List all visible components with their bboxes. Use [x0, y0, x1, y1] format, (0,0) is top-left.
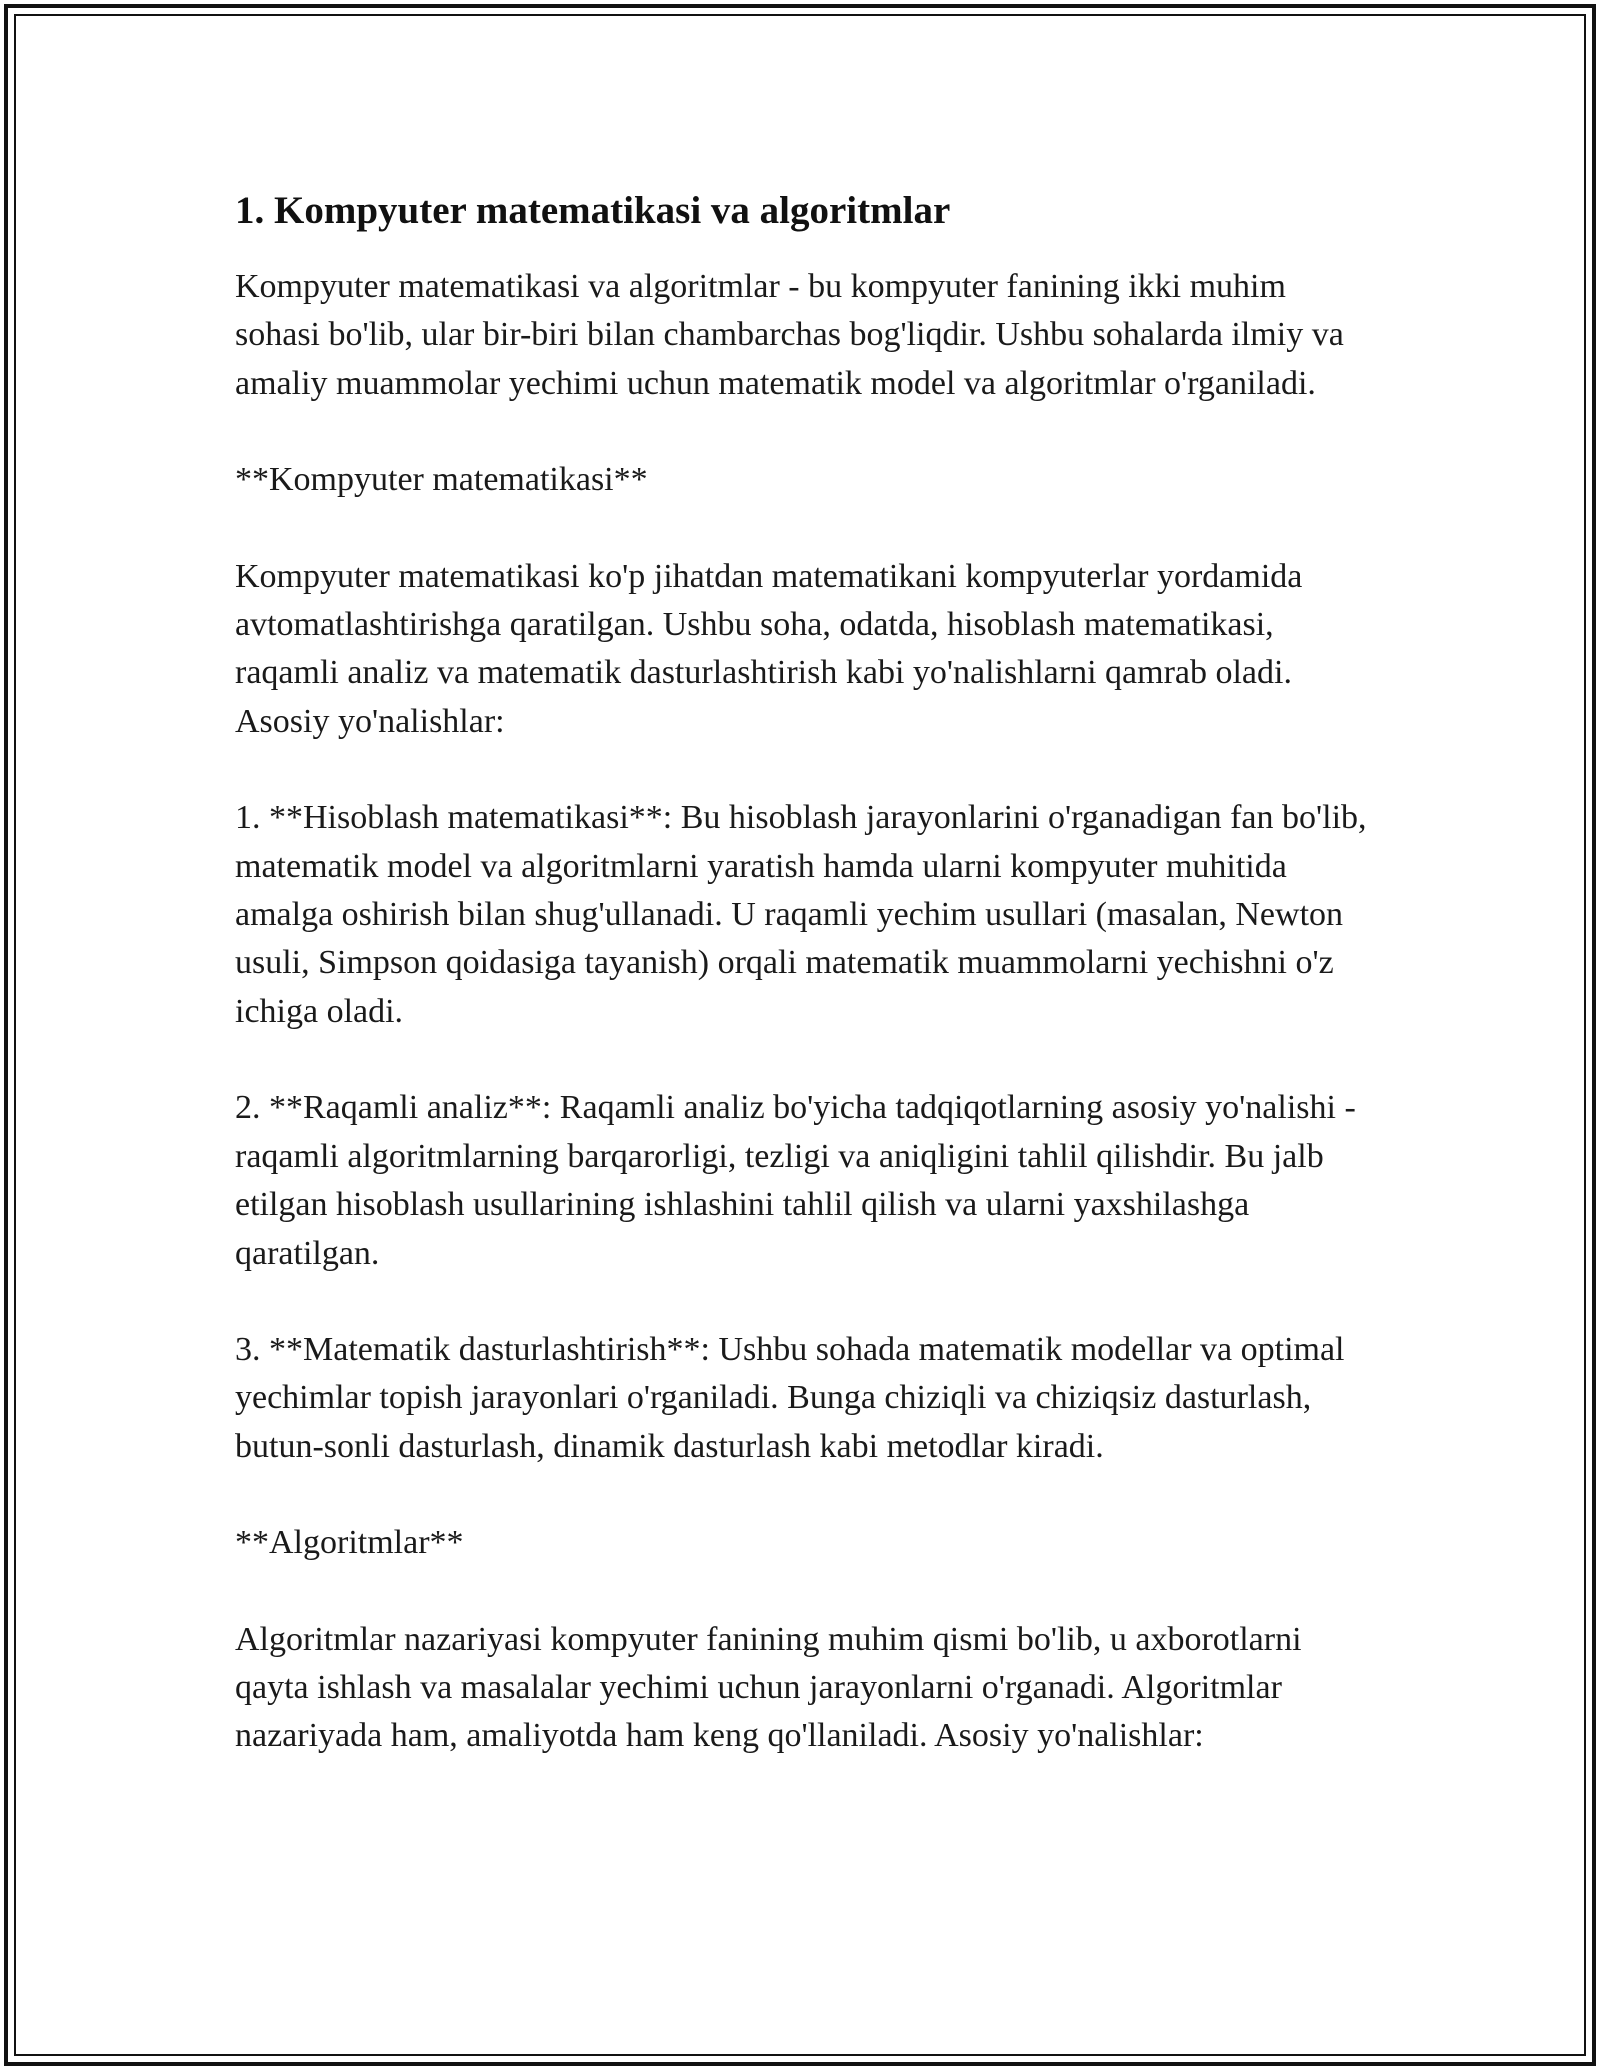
list-item-hisoblash-matematikasi: 1. **Hisoblash matematikasi**: Bu hisoblash jarayonlarini o'rganadigan fan bo'lib, matematik model va algoritmlarni yaratish hamda ularni kompyuter muhitida amalga oshirish bilan shug'ullanadi. U raqamli yechim usullari (masalan, Newton usuli, Simpson qoidasiga tayanish) orqali matematik muammolarni yechishni o'z ichiga oladi. [235, 799, 1367, 1030]
subheading-kompyuter-matematikasi: **Kompyuter matematikasi** [235, 461, 648, 499]
algoritmlar-paragraph: Algoritmlar nazariyasi kompyuter fanining muhim qismi bo'lib, u axborotlarni qayta ishlash va masalalar yechimi uchun jarayonlarni o'rganadi. Algoritmlar nazariyada ham, amaliyotda ham keng qo'llaniladi. Asosiy yo'nalishlar: [235, 1620, 1302, 1755]
section-heading: 1. Kompyuter matematikasi va algoritmlar [235, 189, 951, 232]
intro-paragraph: Kompyuter matematikasi va algoritmlar - bu kompyuter fanining ikki muhim sohasi bo'lib, ular bir-biri bilan chambarchas bog'liqdir. Ushbu sohalarda ilmiy va amaliy muammolar yechimi uchun matematik model va algoritmlar o'rganiladi. [235, 268, 1344, 402]
document-body [235, 185, 1375, 1761]
subheading-algoritmlar: **Algoritmlar** [235, 1524, 464, 1562]
kompyuter-matematikasi-paragraph: Kompyuter matematikasi ko'p jihatdan matematikani kompyuterlar yordamida avtomatlashtirishga qaratilgan. Ushbu soha, odatda, hisoblash matematikasi, raqamli analiz va matematik dasturlashtirish kabi yo'nalishlarni qamrab oladi. Asosiy yo'nalishlar: [235, 557, 1303, 740]
list-item-matematik-dasturlashtirish: 3. **Matematik dasturlashtirish**: Ushbu sohada matematik modellar va optimal yechimlar topish jarayonlari o'rganiladi. Bunga chiziqli va chiziqsiz dasturlash, butun-sonli dasturlash, dinamik dasturlash kabi metodlar kiradi. [235, 1330, 1345, 1465]
list-item-raqamli-analiz: 2. **Raqamli analiz**: Raqamli analiz bo'yicha tadqiqotlarning asosiy yo'nalishi - raqamli algoritmlarning barqarorligi, tezligi va aniqligini tahlil qilishdir. Bu jalb etilgan hisoblash usullarining ishlashini tahlil qilish va ularni yaxshilashga qaratilgan. [235, 1089, 1356, 1272]
